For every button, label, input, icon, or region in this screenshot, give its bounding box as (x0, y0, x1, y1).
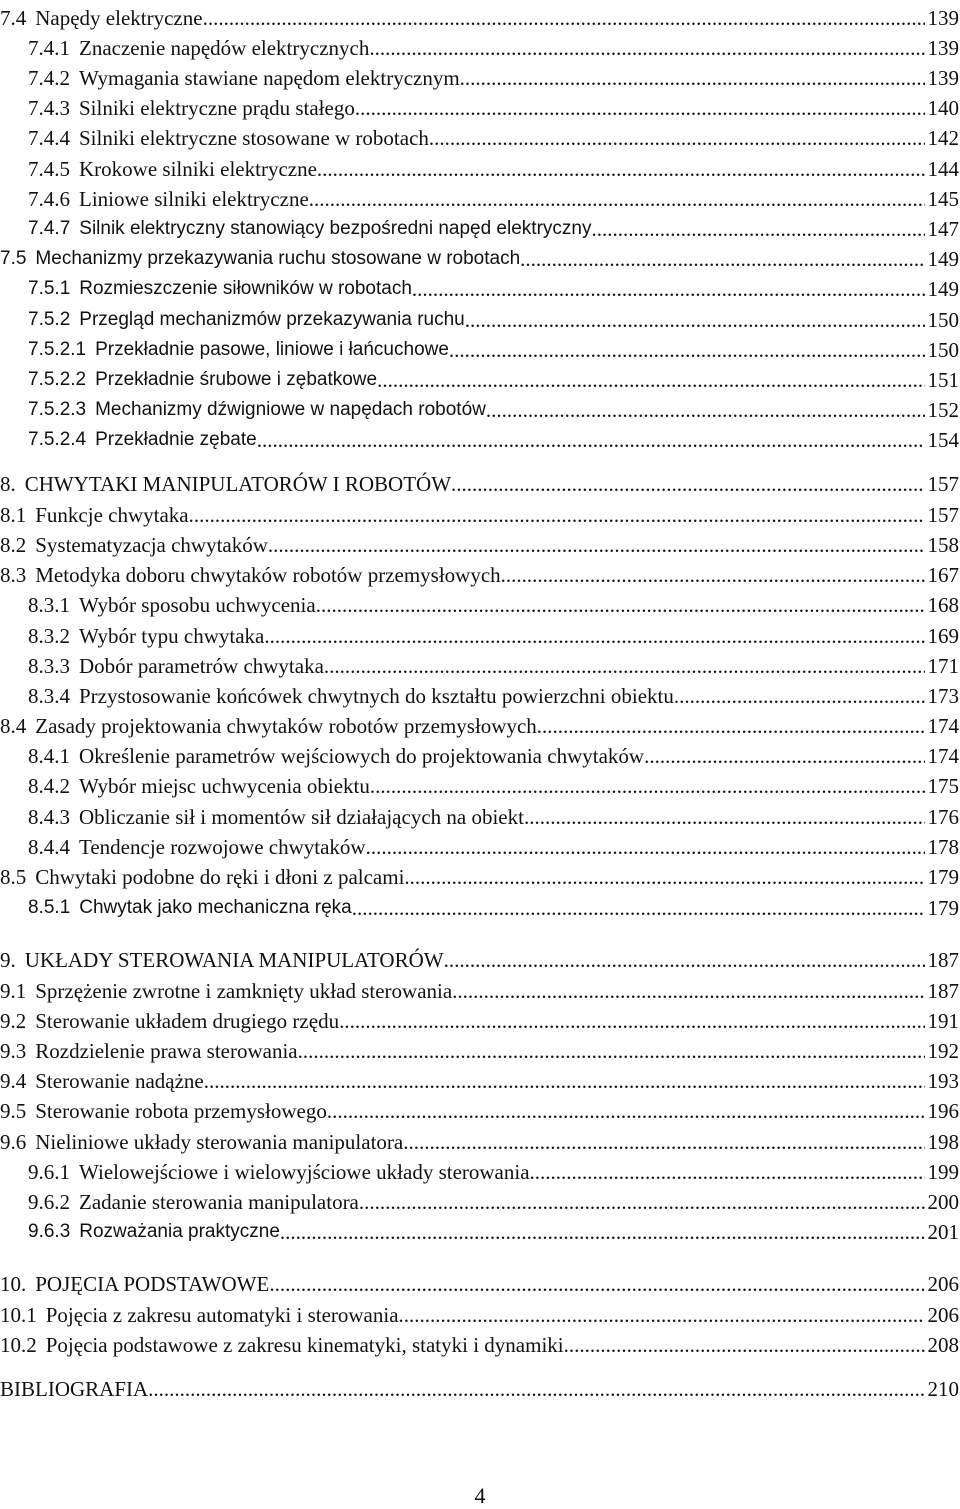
toc-entry-title: Wybór typu chwytaka (79, 624, 265, 648)
toc-entry-leader-dots (530, 1160, 925, 1184)
toc-entry-page-number: 206 (927, 1272, 959, 1296)
toc-entry-page-number: 199 (927, 1160, 959, 1184)
toc-entry-number: 7.4.7 (28, 218, 71, 239)
toc-entry-number: 8.4 (0, 714, 27, 738)
toc-entry-label (0, 948, 444, 972)
toc-entry-number: 8.3 (0, 563, 27, 587)
toc-entry-page-number: 169 (927, 624, 959, 648)
toc-entry-leader-dots (316, 593, 925, 617)
toc-entry-page-number: 167 (927, 563, 959, 587)
toc-entry[interactable] (0, 271, 959, 301)
toc-entry-number: 7.5.2.1 (28, 339, 87, 360)
toc-entry-title: Określenie parametrów wejściowych do projektowania chwytaków (79, 744, 645, 768)
toc-entry-label (0, 684, 674, 708)
toc-entry[interactable] (0, 942, 959, 972)
toc-entry-leader-dots (339, 1009, 924, 1033)
toc-entry[interactable] (0, 1266, 959, 1296)
toc-entry[interactable] (0, 60, 959, 90)
toc-entry-number: 8.4.4 (28, 835, 70, 859)
toc-entry-page-number: 139 (927, 6, 959, 30)
toc-entry-leader-dots (370, 774, 925, 798)
toc-entry-number: 9.4 (0, 1069, 27, 1093)
toc-entry-number: 9.6 (0, 1130, 27, 1154)
toc-entry[interactable] (0, 738, 959, 768)
toc-entry-leader-dots (268, 533, 925, 557)
toc-entry[interactable] (0, 1033, 959, 1063)
toc-entry-label (0, 157, 317, 181)
toc-entry-title: Silniki elektryczne stosowane w robotach (79, 126, 429, 150)
toc-entry-leader-dots (366, 835, 925, 859)
toc-entry-page-number: 157 (927, 503, 959, 527)
toc-entry-leader-dots (451, 472, 924, 496)
toc-entry-leader-dots (486, 398, 925, 422)
toc-entry-page-number: 193 (927, 1069, 959, 1093)
toc-entry-title: Obliczanie sił i momentów sił działających na obiekt (79, 805, 524, 829)
toc-entry-number: 9.6.3 (28, 1221, 71, 1242)
toc-entry-number: 8.2 (0, 533, 27, 557)
toc-entry-leader-dots (355, 96, 925, 120)
toc-entry-number: 8.4.1 (28, 744, 70, 768)
toc-entry-title: Wymagania stawiane napędom elektrycznym (79, 66, 460, 90)
toc-entry-number: 8. (0, 472, 16, 496)
toc-entry-number: 7.4.3 (28, 96, 70, 120)
toc-entry-leader-dots (317, 157, 925, 181)
toc-entry[interactable] (0, 708, 959, 738)
toc-entry-page-number: 200 (927, 1190, 959, 1214)
toc-entry[interactable] (0, 1124, 959, 1154)
toc-entry-label (0, 66, 460, 90)
toc-entry-label (0, 126, 429, 150)
toc-entry-label (0, 805, 524, 829)
toc-entry[interactable] (0, 829, 959, 859)
toc-entry-leader-dots (369, 36, 924, 60)
toc-entry-page-number: 154 (927, 428, 959, 452)
toc-entry-leader-dots (264, 624, 924, 648)
toc-entry-label (0, 245, 520, 271)
toc-entry-title: Sterowanie nadążne (35, 1069, 204, 1093)
toc-entry-leader-dots (404, 865, 924, 889)
toc-entry-number: 8.3.1 (28, 593, 70, 617)
toc-entry-title: Funkcje chwytaka (35, 503, 189, 527)
toc-entry[interactable] (0, 332, 959, 362)
toc-entry-page-number: 149 (927, 277, 959, 301)
toc-entry-page-number: 158 (927, 533, 959, 557)
toc-entry[interactable] (0, 1297, 959, 1327)
toc-entry-label (0, 1333, 564, 1357)
toc-entry-title: Systematyzacja chwytaków (35, 533, 268, 557)
toc-entry-label (0, 426, 257, 452)
toc-entry-number: 9.2 (0, 1009, 27, 1033)
toc-entry-label (0, 366, 377, 392)
toc-entry-label (0, 472, 451, 496)
toc-entry-number: 7.4.4 (28, 126, 70, 150)
toc-entry-title: Rozmieszczenie siłowników w robotach (79, 278, 412, 299)
toc-entry-number: 8.3.4 (28, 684, 70, 708)
page-number: 4 (474, 1483, 486, 1508)
toc-entry-label (0, 979, 452, 1003)
toc-entry-title: Mechanizmy przekazywania ruchu stosowane w robotach (35, 248, 521, 269)
toc-entry-number: 7.5.1 (28, 278, 71, 299)
toc-entry[interactable] (0, 527, 959, 557)
toc-entry-page-number: 150 (927, 338, 959, 362)
toc-entry-leader-dots (403, 1130, 924, 1154)
toc-entry-title: Krokowe silniki elektryczne (79, 157, 317, 181)
toc-entry-page-number: 174 (927, 744, 959, 768)
toc-entry-number: 9.1 (0, 979, 27, 1003)
toc-entry-number: 8.5.1 (28, 897, 71, 918)
toc-entry[interactable] (0, 1371, 959, 1401)
toc-entry-label (0, 306, 465, 332)
toc-entry-title: UKŁADY STEROWANIA MANIPULATORÓW (24, 948, 444, 972)
toc-entry-title: Sterowanie robota przemysłowego (35, 1099, 327, 1123)
toc-entry-leader-dots (257, 428, 925, 452)
toc-entry-number: 8.4.2 (28, 774, 70, 798)
toc-entry-title: Pojęcia z zakresu automatyki i sterowania (45, 1303, 399, 1327)
toc-entry-leader-dots (327, 1099, 925, 1123)
toc-entry-label (0, 336, 449, 362)
toc-entry-leader-dots (501, 563, 925, 587)
toc-entry-leader-dots (204, 1069, 925, 1093)
toc-entry-title: Napędy elektryczne (35, 6, 203, 30)
toc-entry-leader-dots (269, 1272, 924, 1296)
toc-entry-label (0, 1272, 269, 1296)
toc-entry-number: 9.6.1 (28, 1160, 70, 1184)
toc-entry-page-number: 173 (927, 684, 959, 708)
toc-entry-leader-dots (324, 654, 925, 678)
toc-entry-label (0, 563, 501, 587)
toc-entry[interactable] (0, 1003, 959, 1033)
toc-entry-label (0, 865, 404, 889)
toc-entry-leader-dots (309, 187, 925, 211)
toc-entry-number: 7.5.2.3 (28, 399, 87, 420)
toc-entry[interactable] (0, 1184, 959, 1214)
toc-entry-label (0, 533, 268, 557)
toc-entry-leader-dots (399, 1303, 925, 1327)
toc-entry-leader-dots (460, 66, 925, 90)
toc-entry[interactable] (0, 1093, 959, 1123)
toc-entry-page-number: 145 (927, 187, 959, 211)
toc-entry-title: Sprzężenie zwrotne i zamknięty układ sterowania (35, 979, 453, 1003)
toc-entry[interactable] (0, 211, 959, 241)
toc-entry-label (0, 894, 352, 920)
toc-entry-page-number: 176 (927, 805, 959, 829)
toc-entry[interactable] (0, 181, 959, 211)
toc-entry-title: POJĘCIA PODSTAWOWE (35, 1272, 270, 1296)
toc-entry-label (0, 744, 644, 768)
toc-entry-leader-dots (564, 1333, 925, 1357)
toc-entry-page-number: 142 (927, 126, 959, 150)
toc-entry-label (0, 187, 309, 211)
toc-entry-label (0, 1160, 530, 1184)
toc-entry[interactable] (0, 973, 959, 1003)
toc-entry-title: Zasady projektowania chwytaków robotów przemysłowych (35, 714, 537, 738)
toc-entry-title: Chwytak jako mechaniczna ręka (79, 897, 352, 918)
toc-entry-number: 9.5 (0, 1099, 27, 1123)
toc-entry-leader-dots (591, 217, 924, 241)
toc-entry-page-number: 140 (927, 96, 959, 120)
toc-entry[interactable] (0, 678, 959, 708)
toc-entry[interactable] (0, 1214, 959, 1244)
toc-entry-title: Sterowanie układem drugiego rzędu (35, 1009, 340, 1033)
toc-entry-label (0, 1069, 204, 1093)
toc-entry[interactable] (0, 648, 959, 678)
toc-entry-title: Mechanizmy dźwigniowe w napędach robotów (95, 399, 486, 420)
toc-entry-label (0, 835, 366, 859)
toc-entry-title: Znaczenie napędów elektrycznych (79, 36, 370, 60)
toc-entry-page-number: 139 (927, 36, 959, 60)
toc-entry-page-number: 152 (927, 398, 959, 422)
toc-entry[interactable] (0, 799, 959, 829)
toc-entry-title: Nieliniowe układy sterowania manipulatora (35, 1130, 404, 1154)
toc-entry-number: 7.4.1 (28, 36, 70, 60)
toc-entry-label (0, 1377, 148, 1401)
toc-entry-title: Przekładnie śrubowe i zębatkowe (95, 369, 378, 390)
toc-entry-label (0, 1039, 298, 1063)
toc-entry-label (0, 6, 203, 30)
toc-entry-number: 7.4.2 (28, 66, 70, 90)
toc-entry-page-number: 139 (927, 66, 959, 90)
toc-entry[interactable] (0, 859, 959, 889)
toc-entry-title: BIBLIOGRAFIA (0, 1377, 149, 1401)
toc-entry[interactable] (0, 618, 959, 648)
toc-entry-label (0, 96, 355, 120)
toc-entry-title: Silniki elektryczne prądu stałego (79, 96, 355, 120)
toc-entry-leader-dots (449, 338, 925, 362)
toc-entry-title: CHWYTAKI MANIPULATORÓW I ROBOTÓW (24, 472, 452, 496)
toc-entry-page-number: 187 (927, 948, 959, 972)
toc-entry-title: Silnik elektryczny stanowiący bezpośredni napęd elektryczny (79, 218, 592, 239)
toc-entry-page-number: 208 (927, 1333, 959, 1357)
toc-entry-page-number: 206 (927, 1303, 959, 1327)
toc-entry-number: 8.3.3 (28, 654, 70, 678)
toc-entry-page-number: 149 (927, 247, 959, 271)
toc-entry-label (0, 396, 486, 422)
toc-entry-label (0, 1218, 280, 1244)
toc-entry-number: 10.1 (0, 1303, 37, 1327)
toc-entry-number: 7.5.2.2 (28, 369, 87, 390)
toc-entry[interactable] (0, 422, 959, 452)
toc-entry-leader-dots (465, 308, 925, 332)
toc-entry[interactable] (0, 302, 959, 332)
toc-entry-number: 7.5.2.4 (28, 429, 87, 450)
toc-entry-label (0, 36, 369, 60)
toc-entry-label (0, 593, 316, 617)
toc-entry-leader-dots (280, 1220, 925, 1244)
toc-entry-leader-dots (429, 126, 925, 150)
toc-entry-number: 7.5.2 (28, 309, 71, 330)
toc-entry[interactable] (0, 497, 959, 527)
toc-entry-label (0, 714, 537, 738)
toc-entry-number: 8.1 (0, 503, 27, 527)
toc-entry-number: 7.4 (0, 6, 27, 30)
toc-entry[interactable] (0, 0, 959, 30)
toc-entry-page-number: 201 (927, 1220, 959, 1244)
toc-entry-page-number: 171 (927, 654, 959, 678)
toc-entry-leader-dots (359, 1190, 925, 1214)
toc-entry-leader-dots (524, 805, 925, 829)
toc-entry-number: 7.5 (0, 248, 27, 269)
toc-entry-title: Metodyka doboru chwytaków robotów przemysłowych (35, 563, 501, 587)
toc-entry-page-number: 168 (927, 593, 959, 617)
toc-entry-page-number: 144 (927, 157, 959, 181)
toc-entry[interactable] (0, 120, 959, 150)
toc-entry[interactable] (0, 392, 959, 422)
toc-entry-title: Przekładnie zębate (95, 429, 257, 450)
toc-entry-label (0, 1099, 327, 1123)
toc-entry-leader-dots (674, 684, 925, 708)
toc-entry[interactable] (0, 587, 959, 617)
toc-entry-number: 9.3 (0, 1039, 27, 1063)
toc-entry-leader-dots (537, 714, 925, 738)
toc-entry[interactable] (0, 30, 959, 60)
toc-entry-page-number: 150 (927, 308, 959, 332)
toc-entry-page-number: 192 (927, 1039, 959, 1063)
toc-entry-label (0, 1303, 399, 1327)
toc-entry-page-number: 175 (927, 774, 959, 798)
toc-entry-leader-dots (377, 368, 924, 392)
toc-entry-label (0, 774, 370, 798)
toc-entry-label (0, 624, 264, 648)
toc-entry-number: 7.4.6 (28, 187, 70, 211)
toc-entry-label (0, 503, 189, 527)
toc-entry-number: 10. (0, 1272, 27, 1296)
toc-entry-leader-dots (520, 247, 924, 271)
toc-entry-title: Rozdzielenie prawa sterowania (35, 1039, 298, 1063)
toc-entry-leader-dots (444, 948, 925, 972)
toc-entry-page-number: 191 (927, 1009, 959, 1033)
toc-entry-leader-dots (452, 979, 924, 1003)
toc-entry-title: Zadanie sterowania manipulatora (79, 1190, 359, 1214)
toc-entry-title: Dobór parametrów chwytaka (79, 654, 324, 678)
toc-entry-number: 8.5 (0, 865, 27, 889)
toc-entry-title: Liniowe silniki elektryczne (79, 187, 309, 211)
toc-entry-title: Przegląd mechanizmów przekazywania ruchu (79, 309, 465, 330)
toc-entry-page-number: 198 (927, 1130, 959, 1154)
toc-entry[interactable] (0, 1154, 959, 1184)
toc-entry-leader-dots (189, 503, 925, 527)
toc-entry-title: Wybór sposobu uchwycenia (79, 593, 316, 617)
toc-entry[interactable] (0, 466, 959, 496)
toc-entry-page-number: 174 (927, 714, 959, 738)
toc-entry-title: Pojęcia podstawowe z zakresu kinematyki, statyki i dynamiki (45, 1333, 564, 1357)
toc-entry[interactable] (0, 1063, 959, 1093)
toc-entry-label (0, 215, 591, 241)
toc-entry-page-number: 210 (927, 1377, 959, 1401)
toc-entry-page-number: 151 (927, 368, 959, 392)
toc-entry-number: 9. (0, 948, 16, 972)
toc-entry-label (0, 1190, 359, 1214)
toc-entry-label (0, 275, 412, 301)
toc-entry-page-number: 187 (927, 979, 959, 1003)
toc-entry-title: Wielowejściowe i wielowyjściowe układy sterowania (79, 1160, 530, 1184)
toc-entry-page-number: 196 (927, 1099, 959, 1123)
toc-entry-number: 7.4.5 (28, 157, 70, 181)
toc-entry-title: Przystosowanie końcówek chwytnych do kształtu powierzchni obiektu (79, 684, 674, 708)
toc-entry-page-number: 147 (927, 217, 959, 241)
toc-entry[interactable] (0, 151, 959, 181)
toc-entry-title: Tendencje rozwojowe chwytaków (79, 835, 366, 859)
toc-entry-title: Przekładnie pasowe, liniowe i łańcuchowe (95, 339, 449, 360)
toc-entry-leader-dots (203, 6, 925, 30)
toc-entry-title: Wybór miejsc uchwycenia obiektu (79, 774, 370, 798)
toc-entry-page-number: 178 (927, 835, 959, 859)
toc-entry-number: 10.2 (0, 1333, 37, 1357)
toc-entry[interactable] (0, 90, 959, 120)
toc-entry[interactable] (0, 768, 959, 798)
toc-entry-leader-dots (352, 896, 925, 920)
toc-entry-page-number: 157 (927, 472, 959, 496)
toc-entry[interactable] (0, 241, 959, 271)
toc-entry[interactable] (0, 1327, 959, 1357)
toc-entry-leader-dots (644, 744, 924, 768)
toc-entry-page-number: 179 (927, 865, 959, 889)
toc-entry-title: Rozważania praktyczne (79, 1221, 280, 1242)
toc-entry-title: Chwytaki podobne do ręki i dłoni z palcami (35, 865, 405, 889)
toc-entry-label (0, 1009, 339, 1033)
toc-entry-page-number: 179 (927, 896, 959, 920)
toc-entry-leader-dots (298, 1039, 925, 1063)
toc-entry-leader-dots (412, 277, 925, 301)
toc-entry[interactable] (0, 362, 959, 392)
toc-entry[interactable] (0, 890, 959, 920)
toc-entry-leader-dots (148, 1377, 924, 1401)
toc-entry-number: 8.3.2 (28, 624, 70, 648)
toc-entry-label (0, 1130, 403, 1154)
toc-entry-label (0, 654, 324, 678)
toc-entry-number: 9.6.2 (28, 1190, 70, 1214)
toc-entry[interactable] (0, 557, 959, 587)
toc-entry-number: 8.4.3 (28, 805, 70, 829)
